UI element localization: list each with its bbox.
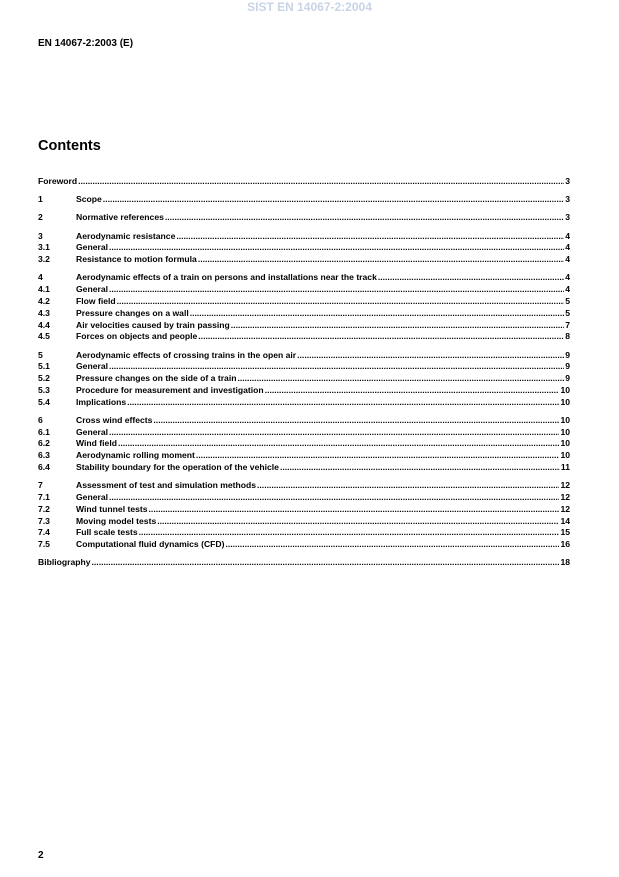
toc-entry-line	[76, 284, 570, 296]
toc-entry-number: 2	[38, 212, 43, 223]
toc-entry-number: 4.3	[38, 307, 50, 318]
toc-entry[interactable]	[38, 373, 570, 385]
toc-entry-number: 5	[38, 349, 43, 360]
toc-entry-title: Aerodynamic resistance	[76, 230, 176, 241]
toc-entry-title: Normative references	[76, 212, 164, 223]
toc-entry-page: 10	[560, 414, 570, 425]
dot-leader	[190, 308, 564, 320]
dot-leader	[157, 516, 559, 528]
dot-leader	[237, 373, 564, 385]
dot-leader	[109, 427, 559, 439]
dot-leader	[196, 450, 560, 462]
toc-entry-line	[76, 242, 570, 254]
toc-entry[interactable]	[38, 397, 570, 409]
toc-entry-page: 4	[565, 254, 570, 265]
toc-entry-number: 1	[38, 194, 43, 205]
toc-entry[interactable]	[38, 212, 570, 224]
toc-entry-page: 10	[560, 396, 570, 407]
dot-leader	[109, 284, 564, 296]
toc-entry-title: Aerodynamic rolling moment	[76, 450, 195, 461]
dot-leader	[198, 254, 564, 266]
toc-entry[interactable]	[38, 194, 570, 206]
toc-entry[interactable]	[38, 231, 570, 243]
toc-entry-line	[76, 480, 570, 492]
toc-entry-number: 3	[38, 230, 43, 241]
toc-entry[interactable]	[38, 415, 570, 427]
toc-entry-title: Moving model tests	[76, 515, 157, 526]
toc-entry-title: General	[76, 242, 109, 253]
toc-entry[interactable]	[38, 284, 570, 296]
toc-entry-page: 3	[565, 194, 570, 205]
toc-entry[interactable]	[38, 296, 570, 308]
toc-entry[interactable]	[38, 539, 570, 551]
toc-entry-line	[38, 176, 570, 188]
dot-leader	[109, 492, 559, 504]
toc-entry-line	[76, 350, 570, 362]
toc-entry-line	[76, 516, 570, 528]
dot-leader	[176, 231, 564, 243]
toc-entry-page: 16	[560, 539, 570, 550]
toc-entry-title: Aerodynamic effects of crossing trains in the open air	[76, 349, 297, 360]
toc-entry[interactable]	[38, 527, 570, 539]
toc-entry-page: 10	[560, 450, 570, 461]
toc-entry-title: Resistance to motion formula	[76, 254, 197, 265]
toc-entry-title: Foreword	[38, 176, 78, 186]
dot-leader	[297, 350, 564, 362]
toc-entry-title: Aerodynamic effects of a train on persons and installations near the track	[76, 272, 377, 283]
dot-leader	[127, 397, 559, 409]
dot-leader	[265, 385, 560, 397]
dot-leader	[198, 331, 564, 343]
toc-entry-line	[76, 361, 570, 373]
toc-entry-number: 6.1	[38, 426, 50, 437]
toc-entry-line	[76, 308, 570, 320]
toc-entry-title: Bibliography	[38, 557, 91, 568]
toc-entry-number: 4	[38, 272, 43, 283]
toc-entry-number: 3.2	[38, 254, 50, 265]
toc-entry-number: 7.4	[38, 527, 50, 538]
toc-entry-number: 5.4	[38, 396, 50, 407]
toc-entry[interactable]	[38, 480, 570, 492]
toc-entry-page: 7	[565, 319, 570, 330]
toc-entry-line	[76, 539, 570, 551]
toc-entry-number: 4.1	[38, 284, 50, 295]
document-header: EN 14067-2:2003 (E)	[38, 38, 134, 49]
toc-entry-line	[76, 527, 570, 539]
toc-entry-page: 4	[565, 272, 570, 283]
toc-entry[interactable]	[38, 438, 570, 450]
dot-leader	[117, 296, 565, 308]
dot-leader	[109, 242, 564, 254]
toc-entry-number: 5.1	[38, 361, 50, 372]
toc-entry[interactable]	[38, 427, 570, 439]
toc-entry-line	[76, 427, 570, 439]
toc-entry-title: Implications	[76, 396, 127, 407]
toc-entry-page: 3	[565, 176, 570, 186]
toc-entry[interactable]	[38, 504, 570, 516]
toc-entry-line	[76, 373, 570, 385]
toc-entry-number: 7.5	[38, 539, 50, 550]
toc-entry-title: Wind tunnel tests	[76, 503, 148, 514]
toc-entry-number: 4.5	[38, 331, 50, 342]
toc-entry-line	[76, 397, 570, 409]
toc-entry-page: 12	[560, 503, 570, 514]
toc-entry-line	[76, 231, 570, 243]
toc-entry-line	[76, 438, 570, 450]
toc-entry-title: Forces on objects and people	[76, 331, 198, 342]
toc-entry[interactable]	[38, 450, 570, 462]
toc-entry-page: 3	[565, 212, 570, 223]
toc-entry-page: 12	[560, 480, 570, 491]
toc-entry-title: Pressure changes on a wall	[76, 307, 189, 318]
table-of-contents	[38, 176, 570, 569]
dot-leader	[139, 527, 560, 539]
toc-entry[interactable]	[38, 350, 570, 362]
dot-leader	[165, 212, 564, 224]
toc-entry[interactable]	[38, 320, 570, 332]
toc-entry-line	[76, 254, 570, 266]
toc-entry-line	[76, 385, 570, 397]
toc-entry[interactable]	[38, 272, 570, 284]
toc-entry[interactable]	[38, 462, 570, 474]
toc-entry[interactable]	[38, 176, 570, 188]
toc-entry[interactable]	[38, 492, 570, 504]
toc-entry-page: 18	[560, 557, 570, 568]
toc-entry-title: Scope	[76, 194, 102, 205]
toc-entry-page: 4	[565, 242, 570, 253]
toc-entry-number: 5.3	[38, 384, 50, 395]
toc-entry[interactable]	[38, 385, 570, 397]
toc-entry-line	[76, 415, 570, 427]
toc-entry-line	[76, 296, 570, 308]
toc-entry-line	[76, 320, 570, 332]
toc-entry-title: Cross wind effects	[76, 414, 153, 425]
toc-entry-page: 8	[565, 331, 570, 342]
toc-entry-page: 9	[565, 349, 570, 360]
toc-entry-title: Computational fluid dynamics (CFD)	[76, 539, 225, 550]
toc-entry[interactable]	[38, 557, 570, 569]
dot-leader	[103, 194, 564, 206]
toc-entry-line	[76, 492, 570, 504]
dot-leader	[149, 504, 560, 516]
toc-entry-page: 11	[560, 462, 570, 473]
toc-entry-line	[76, 462, 570, 474]
toc-entry[interactable]	[38, 308, 570, 320]
toc-entry-page: 15	[560, 527, 570, 538]
dot-leader	[225, 539, 559, 551]
toc-entry-number: 7.2	[38, 503, 50, 514]
toc-entry-number: 7	[38, 480, 43, 491]
toc-entry-number: 7.1	[38, 492, 50, 503]
dot-leader	[92, 557, 560, 569]
toc-entry-title: Assessment of test and simulation methods	[76, 480, 257, 491]
dot-leader	[378, 272, 564, 284]
toc-entry-number: 6.2	[38, 438, 50, 449]
toc-entry[interactable]	[38, 516, 570, 528]
toc-entry-page: 14	[560, 515, 570, 526]
toc-entry-page: 12	[560, 492, 570, 503]
toc-entry-title: Wind field	[76, 438, 117, 449]
dot-leader	[153, 415, 559, 427]
toc-entry-title: General	[76, 284, 109, 295]
toc-entry-title: General	[76, 492, 109, 503]
toc-entry-number: 6.4	[38, 462, 50, 473]
toc-entry-page: 9	[565, 361, 570, 372]
toc-entry-number: 5.2	[38, 373, 50, 384]
toc-entry[interactable]	[38, 331, 570, 343]
toc-entry-number: 6	[38, 414, 43, 425]
toc-entry-page: 10	[560, 438, 570, 449]
toc-entry-title: General	[76, 426, 109, 437]
toc-entry-title: General	[76, 361, 109, 372]
toc-entry-line	[76, 450, 570, 462]
toc-entry-page: 9	[565, 373, 570, 384]
dot-leader	[231, 320, 564, 332]
toc-entry-line	[76, 504, 570, 516]
toc-entry-line	[76, 272, 570, 284]
toc-entry-line	[76, 212, 570, 224]
dot-leader	[78, 176, 564, 188]
toc-entry-page: 5	[565, 295, 570, 306]
toc-entry-title: Pressure changes on the side of a train	[76, 373, 237, 384]
toc-entry-number: 7.3	[38, 515, 50, 526]
toc-entry-page: 4	[565, 230, 570, 241]
page-number: 2	[38, 850, 44, 861]
toc-entry-title: Full scale tests	[76, 527, 138, 538]
dot-leader	[118, 438, 559, 450]
dot-leader	[280, 462, 560, 474]
toc-entry-number: 3.1	[38, 242, 50, 253]
dot-leader	[109, 361, 564, 373]
toc-entry-page: 10	[560, 426, 570, 437]
toc-entry-line	[76, 331, 570, 343]
toc-entry-line	[38, 557, 570, 569]
toc-entry-line	[76, 194, 570, 206]
toc-entry-page: 10	[560, 384, 570, 395]
toc-entry[interactable]	[38, 254, 570, 266]
toc-entry-page: 4	[565, 284, 570, 295]
toc-entry-number: 6.3	[38, 450, 50, 461]
toc-entry-number: 4.4	[38, 319, 50, 330]
toc-entry-title: Flow field	[76, 295, 116, 306]
toc-entry[interactable]	[38, 242, 570, 254]
watermark: SIST EN 14067-2:2004	[247, 0, 372, 14]
toc-entry[interactable]	[38, 361, 570, 373]
dot-leader	[257, 480, 559, 492]
toc-entry-number: 4.2	[38, 295, 50, 306]
toc-entry-page: 5	[565, 307, 570, 318]
toc-entry-title: Procedure for measurement and investigation	[76, 384, 264, 395]
toc-entry-title: Air velocities caused by train passing	[76, 319, 230, 330]
contents-heading: Contents	[38, 138, 101, 154]
toc-entry-title: Stability boundary for the operation of the vehicle	[76, 462, 279, 473]
